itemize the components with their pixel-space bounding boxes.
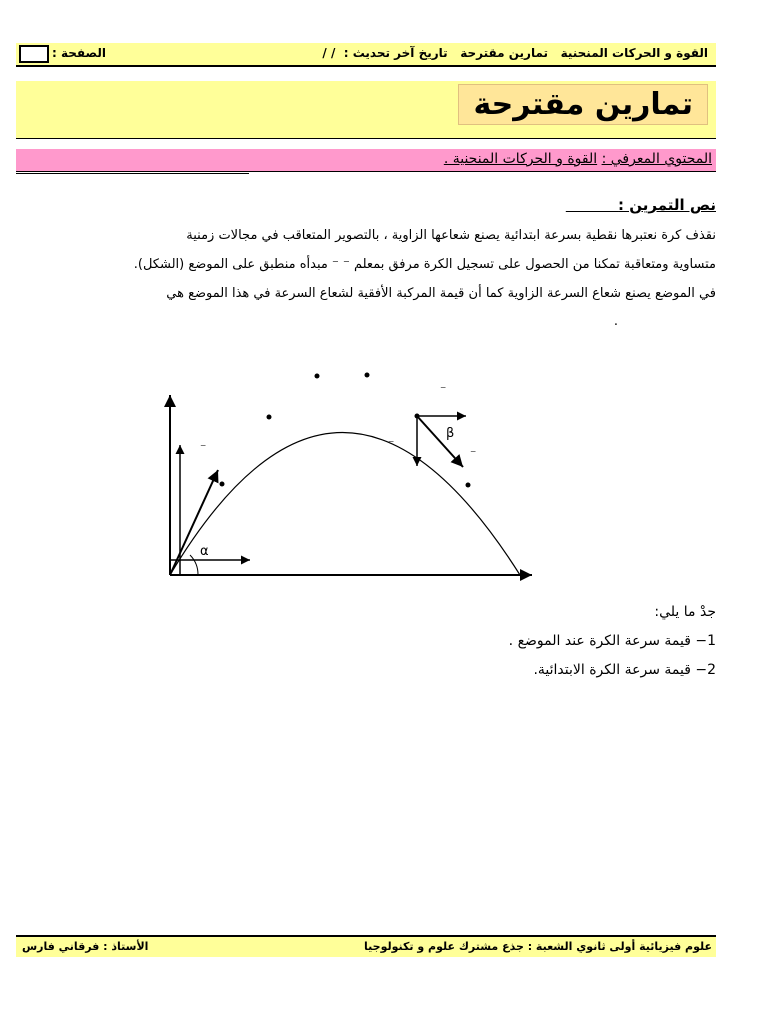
page-title: تمارين مقترحة xyxy=(458,84,708,125)
footer-teacher: الأستاذ : فرقاني فارس xyxy=(22,940,149,953)
header-update-value: / / xyxy=(322,46,336,60)
questions-intro: جدْ ما يلي: xyxy=(654,604,716,620)
v0-mark: ⁻ xyxy=(200,440,207,454)
exercise-heading xyxy=(566,196,716,214)
trajectory-point xyxy=(315,374,320,379)
footer-course-info: علوم فيزيائية أولى ثانوي الشعبة : جذع مشترك علوم و تكنولوجيا xyxy=(364,940,712,953)
trajectory-point xyxy=(267,415,272,420)
v-mark: ⁻ xyxy=(470,446,477,460)
question-2: 2− قيمة سرعة الكرة الابتدائية. xyxy=(533,662,716,678)
beta-label: β xyxy=(446,426,455,441)
page-label: الصفحة : xyxy=(52,46,106,60)
alpha-arc xyxy=(190,555,198,575)
divider xyxy=(16,173,249,174)
paragraph-line-2: متساوية ومتعاقبة تمكنا من الحصول على تسجيل الكرة مرفق بمعلم ⁻ ⁻ مبدأه منطبق على الموضع (الشكل). xyxy=(133,257,716,272)
content-label: المحتوي المعرفي : xyxy=(601,151,712,167)
velocity-vector xyxy=(417,416,463,467)
trajectory-curve xyxy=(170,433,520,576)
trajectory-point xyxy=(220,482,225,487)
header-update-label: تاريخ آخر تحديث : xyxy=(343,46,448,60)
title-band xyxy=(16,81,716,139)
vx-mark: ⁻ xyxy=(440,382,447,396)
paragraph-line-3: في الموضع يصنع شعاع السرعة الزاوية كما أن قيمة المركبة الأفقية لشعاع السرعة في هذا الموضع هي xyxy=(166,286,716,301)
exercise-heading-text: نص التمرين : xyxy=(618,196,716,214)
trajectory-point xyxy=(466,483,471,488)
trajectory-figure xyxy=(150,355,550,595)
vy-mark: ⁻ xyxy=(388,436,395,450)
content-value: القوة و الحركات المنحنية . xyxy=(443,151,598,167)
paragraph-line-4: . xyxy=(613,314,618,329)
alpha-label: α xyxy=(200,544,209,559)
paragraph-line-1: نقذف كرة نعتبرها نقطية بسرعة ابتدائية يصنع شعاعها الزاوية ، بالتصوير المتعاقب في مجالات زمنية xyxy=(186,228,716,243)
header-info xyxy=(322,46,708,60)
content-text xyxy=(444,151,712,167)
page-number-box xyxy=(19,45,49,63)
content-line xyxy=(16,149,716,172)
trajectory-point xyxy=(365,373,370,378)
header-type: تمارين مقترحة xyxy=(460,46,549,60)
page-header xyxy=(16,43,716,67)
question-1: 1− قيمة سرعة الكرة عند الموضع . xyxy=(508,633,716,649)
header-subject: القوة و الحركات المنحنية xyxy=(560,46,708,60)
page-footer xyxy=(16,935,716,957)
